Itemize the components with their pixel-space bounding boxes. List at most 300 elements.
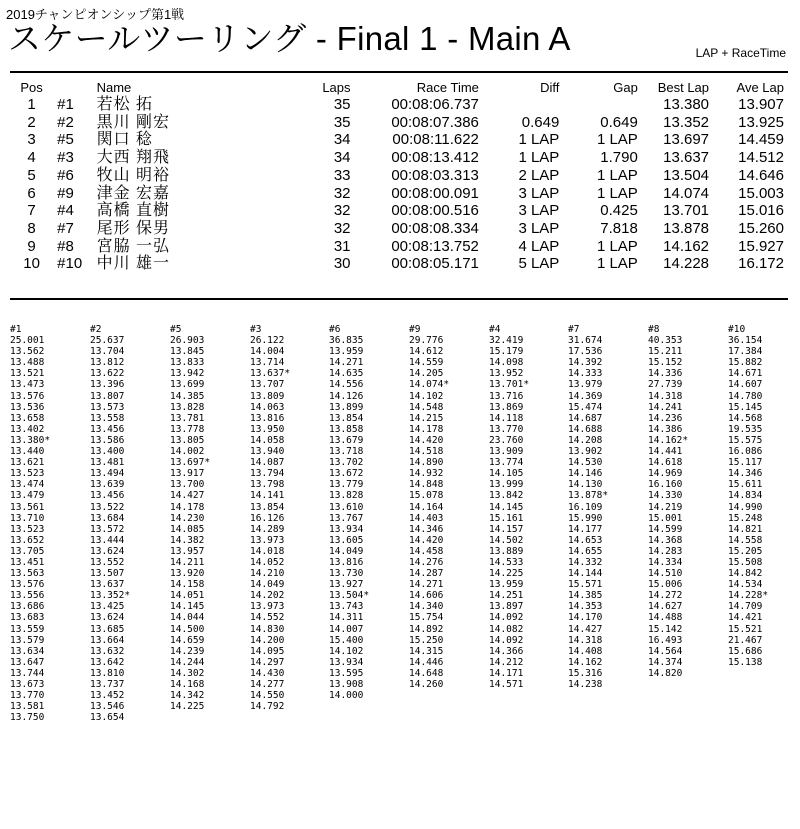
lap-time: 13.654 <box>90 712 125 724</box>
lap-time: 14.427 <box>568 623 603 635</box>
car-number-cell: #7 <box>57 219 74 237</box>
lap-time: 23.760 <box>489 434 524 446</box>
lap-time: 14.336 <box>648 368 683 380</box>
lap-time: 13.718 <box>329 446 364 458</box>
lap-time: 14.346 <box>728 468 763 480</box>
laps-cell: 31 <box>333 237 351 255</box>
lap-time: 15.316 <box>568 667 603 679</box>
best-lap-cell: 13.701 <box>663 202 710 220</box>
results-body <box>10 96 788 273</box>
lap-time: 14.382 <box>170 534 205 546</box>
laps-cell: 32 <box>333 184 351 202</box>
lap-time: 13.456 <box>90 490 125 502</box>
lap-time: 13.523 <box>10 468 45 480</box>
lap-time: 13.858 <box>329 423 364 435</box>
lap-time: 13.833 <box>170 357 205 369</box>
lap-column-header: #7 <box>568 324 580 335</box>
gap-cell <box>559 96 638 114</box>
lap-time: 14.458 <box>409 545 444 557</box>
col-no <box>53 80 96 96</box>
lap-time: 13.683 <box>10 612 45 624</box>
lap-column <box>568 324 646 690</box>
lap-time: 13.507 <box>90 568 125 580</box>
table-row <box>10 114 788 132</box>
lap-time: 14.648 <box>409 667 444 679</box>
lap-time: 13.920 <box>170 568 205 580</box>
table-row <box>10 238 788 256</box>
lap-time: 36.154 <box>728 335 763 347</box>
lap-time: 14.208 <box>568 434 603 446</box>
lap-time: 14.082 <box>489 623 524 635</box>
race-time-cell: 00:08:11.622 <box>392 131 479 149</box>
lap-time: 13.605 <box>329 534 364 546</box>
diff-cell: 1 LAP <box>518 149 560 167</box>
lap-time: 14.271 <box>329 357 364 369</box>
lap-time: 13.770 <box>10 690 45 702</box>
lap-time: 14.612 <box>409 346 444 358</box>
race-time-cell: 00:08:03.313 <box>391 166 479 184</box>
lap-time: 14.568 <box>728 412 763 424</box>
lap-time: 14.556 <box>329 379 364 391</box>
table-row <box>10 96 788 114</box>
lap-time: 13.798 <box>250 479 285 491</box>
lap-time: 14.655 <box>568 545 603 557</box>
lap-time: 15.508 <box>728 556 763 568</box>
lap-time: 14.051 <box>170 590 205 602</box>
lap-time: 13.559 <box>10 623 45 635</box>
lap-time: 31.674 <box>568 335 603 347</box>
lap-time: 13.440 <box>10 446 45 458</box>
lap-time: 14.558 <box>728 534 763 546</box>
lap-time: 14.145 <box>489 501 524 513</box>
lap-time: 13.452 <box>90 690 125 702</box>
lap-time: 13.380* <box>10 434 51 446</box>
col-laps: Laps <box>322 80 351 95</box>
laps-cell: 35 <box>333 96 351 113</box>
lap-time: 14.488 <box>648 612 683 624</box>
lap-time: 14.276 <box>409 556 444 568</box>
table-row <box>10 185 788 203</box>
lap-time: 13.744 <box>10 667 45 679</box>
lap-time: 13.474 <box>10 479 45 491</box>
lap-time: 13.536 <box>10 401 45 413</box>
lap-time: 14.635 <box>329 368 364 380</box>
lap-time: 13.816 <box>250 412 285 424</box>
lap-time: 13.634 <box>10 645 45 657</box>
gap-cell: 1 LAP <box>596 184 638 202</box>
lap-time: 13.730 <box>329 568 364 580</box>
lap-time: 14.092 <box>489 634 524 646</box>
results-table <box>10 80 788 273</box>
lap-time: 14.098 <box>489 357 524 369</box>
gap-cell: 0.649 <box>600 113 638 131</box>
lap-time: 14.340 <box>409 601 444 613</box>
lap-time: 14.330 <box>648 490 683 502</box>
lap-time: 14.420 <box>409 434 444 446</box>
table-row <box>10 167 788 185</box>
lap-time: 13.828 <box>170 401 205 413</box>
race-time-cell: 00:08:13.752 <box>391 237 479 255</box>
lap-time: 14.141 <box>250 490 285 502</box>
lap-time: 15.990 <box>568 512 603 524</box>
lap-time: 14.085 <box>170 523 205 535</box>
lap-time: 14.421 <box>728 612 763 624</box>
best-lap-cell: 13.697 <box>663 131 710 149</box>
lap-time: 13.940 <box>250 446 285 458</box>
pos-cell: 3 <box>27 131 36 149</box>
lap-time: 13.927 <box>329 579 364 591</box>
lap-time: 13.743 <box>329 601 364 613</box>
lap-time: 21.467 <box>728 634 763 646</box>
car-number-cell: #2 <box>57 113 74 131</box>
col-pos: Pos <box>20 80 43 95</box>
lap-time: 13.686 <box>10 601 45 613</box>
ave-lap-cell: 14.512 <box>738 149 784 167</box>
lap-time: 14.058 <box>250 434 285 446</box>
lap-time: 14.002 <box>170 446 205 458</box>
gap-cell: 7.818 <box>600 219 638 237</box>
lap-time: 14.177 <box>568 523 603 535</box>
lap-time: 14.102 <box>409 390 444 402</box>
diff-cell: 5 LAP <box>518 255 560 273</box>
lap-time: 14.178 <box>170 501 205 513</box>
lap-time: 14.289 <box>250 523 285 535</box>
lap-time: 14.550 <box>250 690 285 702</box>
col-diff: Diff <box>540 80 560 95</box>
lap-time: 14.890 <box>409 457 444 469</box>
lap-time: 13.973 <box>250 601 285 613</box>
lap-time: 13.552 <box>90 556 125 568</box>
lap-time: 13.812 <box>90 357 125 369</box>
lap-time: 14.368 <box>648 534 683 546</box>
lap-column <box>250 324 328 712</box>
lap-time: 13.750 <box>10 712 45 724</box>
lap-column <box>329 324 407 701</box>
lap-time: 29.776 <box>409 335 444 347</box>
lap-time: 14.297 <box>250 656 285 668</box>
ave-lap-cell: 13.907 <box>738 96 784 113</box>
car-number-cell: #8 <box>57 237 74 255</box>
best-lap-cell: 14.074 <box>663 184 710 202</box>
ave-lap-cell: 16.172 <box>738 255 784 273</box>
lap-time: 14.932 <box>409 468 444 480</box>
lap-time: 13.673 <box>10 679 45 690</box>
lap-time: 14.239 <box>170 645 205 657</box>
lap-time: 14.374 <box>648 656 683 668</box>
lap-time: 13.701* <box>489 379 530 391</box>
ave-lap-cell: 15.260 <box>738 219 784 237</box>
lap-time: 14.564 <box>648 645 683 657</box>
lap-time: 15.250 <box>409 634 444 646</box>
lap-time: 13.481 <box>90 457 125 469</box>
driver-name-cell: 若松 拓 <box>96 96 154 113</box>
car-number-cell: #10 <box>57 255 83 273</box>
lap-time: 14.146 <box>568 468 603 480</box>
lap-time: 15.754 <box>409 612 444 624</box>
lap-time: 13.774 <box>489 457 524 469</box>
lap-time: 14.821 <box>728 523 763 535</box>
lap-time: 15.138 <box>728 656 763 668</box>
lap-time: 13.902 <box>568 446 603 458</box>
lap-time: 14.157 <box>489 523 524 535</box>
lap-time: 13.576 <box>10 390 45 402</box>
lap-time: 40.353 <box>648 335 683 347</box>
lap-time: 13.400 <box>90 446 125 458</box>
lap-time: 13.579 <box>10 634 45 646</box>
lap-time: 13.942 <box>170 368 205 380</box>
lap-time: 16.109 <box>568 501 603 513</box>
diff-cell: 1 LAP <box>518 131 560 149</box>
lap-time: 13.664 <box>90 634 125 646</box>
lap-time: 14.272 <box>648 590 683 602</box>
lap-time: 13.685 <box>90 623 125 635</box>
lap-time: 14.333 <box>568 368 603 380</box>
diff-cell: 2 LAP <box>518 166 560 184</box>
ave-lap-cell: 15.016 <box>738 202 784 220</box>
ave-lap-cell: 14.459 <box>738 131 784 149</box>
lap-time: 13.610 <box>329 501 364 513</box>
lap-time: 14.219 <box>648 501 683 513</box>
lap-time: 13.624 <box>90 545 125 557</box>
lap-time: 14.102 <box>329 645 364 657</box>
pos-cell: 9 <box>27 237 36 255</box>
lap-time: 32.419 <box>489 335 524 347</box>
lap-time: 13.952 <box>489 368 524 380</box>
table-row <box>10 149 788 167</box>
lap-time: 14.500 <box>170 623 205 635</box>
lap-time: 14.792 <box>250 701 285 713</box>
lap-time: 14.659 <box>170 634 205 646</box>
lap-time: 13.959 <box>329 346 364 358</box>
lap-time: 26.903 <box>170 335 205 347</box>
lap-time: 13.697* <box>170 457 211 469</box>
pos-cell: 4 <box>27 149 36 167</box>
lap-time: 13.639 <box>90 479 125 491</box>
lap-time: 13.642 <box>90 656 125 668</box>
lap-time: 13.878* <box>568 490 609 502</box>
lap-time: 13.451 <box>10 556 45 568</box>
lap-time: 15.179 <box>489 346 524 358</box>
lap-time: 13.716 <box>489 390 524 402</box>
lap-time: 14.244 <box>170 656 205 668</box>
lap-time: 16.126 <box>250 512 285 524</box>
lap-time: 14.552 <box>250 612 285 624</box>
lap-time: 15.205 <box>728 545 763 557</box>
lap-time: 14.315 <box>409 645 444 657</box>
lap-time: 13.658 <box>10 412 45 424</box>
lap-time: 14.144 <box>568 568 603 580</box>
lap-time: 13.702 <box>329 457 364 469</box>
lap-time: 14.205 <box>409 368 444 380</box>
laps-cell: 33 <box>333 166 351 184</box>
lap-time: 14.820 <box>648 667 683 679</box>
lap-time: 14.530 <box>568 457 603 469</box>
lap-time: 14.427 <box>170 490 205 502</box>
lap-time: 14.830 <box>250 623 285 635</box>
ave-lap-cell: 15.003 <box>738 184 784 202</box>
lap-time: 27.739 <box>648 379 683 391</box>
lap-time: 13.699 <box>170 379 205 391</box>
lap-time: 14.311 <box>329 612 364 624</box>
pos-cell: 2 <box>27 113 36 131</box>
lap-time: 13.352* <box>90 590 131 602</box>
lap-time: 13.402 <box>10 423 45 435</box>
lap-time: 14.534 <box>728 579 763 591</box>
lap-time: 14.092 <box>489 612 524 624</box>
car-number-cell: #3 <box>57 149 74 167</box>
lap-time: 13.781 <box>170 412 205 424</box>
lap-time: 14.126 <box>329 390 364 402</box>
lap-time: 14.342 <box>170 690 205 702</box>
lap-column-header: #4 <box>489 324 501 335</box>
lap-time: 13.908 <box>329 679 364 690</box>
lap-column <box>728 324 800 668</box>
lap-time: 14.318 <box>648 390 683 402</box>
lap-time: 14.441 <box>648 446 683 458</box>
col-name: Name <box>96 80 132 95</box>
lap-column-header: #1 <box>10 324 22 335</box>
lap-time: 13.705 <box>10 545 45 557</box>
lap-time: 13.576 <box>10 579 45 591</box>
lap-time: 25.637 <box>90 335 125 347</box>
driver-name-cell: 尾形 保男 <box>96 219 171 237</box>
lap-time: 15.078 <box>409 490 444 502</box>
lap-time: 14.118 <box>489 412 524 424</box>
lap-column <box>170 324 248 712</box>
col-gap: Gap <box>613 80 638 95</box>
lap-time: 13.622 <box>90 368 125 380</box>
lap-time: 13.621 <box>10 457 45 469</box>
lap-column <box>489 324 567 690</box>
lap-column <box>90 324 168 723</box>
laps-cell: 32 <box>333 202 351 220</box>
lap-column-header: #8 <box>648 324 660 335</box>
pos-cell: 10 <box>23 255 40 273</box>
best-lap-cell: 13.352 <box>663 113 710 131</box>
lap-time: 14.403 <box>409 512 444 524</box>
car-number-cell: #4 <box>57 202 74 220</box>
race-time-cell: 00:08:07.386 <box>391 113 479 131</box>
car-number-cell: #5 <box>57 131 74 149</box>
diff-cell: 3 LAP <box>518 184 560 202</box>
pos-cell: 7 <box>27 202 36 220</box>
lap-time: 13.425 <box>90 601 125 613</box>
lap-time: 15.248 <box>728 512 763 524</box>
lap-time: 14.212 <box>489 656 524 668</box>
lap-column <box>648 324 726 679</box>
lap-time: 13.632 <box>90 645 125 657</box>
lap-time: 14.606 <box>409 590 444 602</box>
race-time-cell: 00:08:05.171 <box>391 255 479 273</box>
lap-time: 13.396 <box>90 379 125 391</box>
lap-time: 14.446 <box>409 656 444 668</box>
diff-cell: 3 LAP <box>518 202 560 220</box>
lap-time: 26.122 <box>250 335 285 347</box>
best-lap-cell: 14.162 <box>663 237 710 255</box>
lap-time: 16.493 <box>648 634 683 646</box>
results-header-row <box>10 80 788 96</box>
lap-time: 13.700 <box>170 479 205 491</box>
lap-time: 14.408 <box>568 645 603 657</box>
lap-time: 13.934 <box>329 656 364 668</box>
lap-time: 13.546 <box>90 701 125 713</box>
ave-lap-cell: 13.925 <box>738 113 784 131</box>
driver-name-cell: 大西 翔飛 <box>96 149 171 167</box>
lap-time: 13.767 <box>329 512 364 524</box>
driver-name-cell: 中川 雄一 <box>96 255 171 273</box>
lap-time: 13.897 <box>489 601 524 613</box>
lap-time: 13.778 <box>170 423 205 435</box>
lap-time: 14.318 <box>568 634 603 646</box>
lap-time: 13.999 <box>489 479 524 491</box>
lap-time: 13.562 <box>10 346 45 358</box>
lap-time: 13.556 <box>10 590 45 602</box>
page-title: スケールツーリング - Final 1 - Main A <box>8 20 571 57</box>
lap-time: 15.611 <box>728 479 763 491</box>
lap-time: 14.842 <box>728 568 763 580</box>
best-lap-cell: 13.637 <box>663 149 710 167</box>
lap-time: 15.117 <box>728 457 763 469</box>
race-time-cell: 00:08:06.737 <box>391 96 479 113</box>
lap-time: 14.671 <box>728 368 763 380</box>
lap-column <box>10 324 88 723</box>
lap-time: 17.384 <box>728 346 763 358</box>
lap-time: 13.581 <box>10 701 45 713</box>
lap-time: 14.210 <box>250 568 285 580</box>
laps-cell: 34 <box>333 149 351 167</box>
lap-time: 15.521 <box>728 623 763 635</box>
lap-time: 13.710 <box>10 512 45 524</box>
lap-time: 14.238 <box>568 679 603 690</box>
lap-time: 14.158 <box>170 579 205 591</box>
lap-time: 14.241 <box>648 401 683 413</box>
lap-time: 13.737 <box>90 679 125 690</box>
lap-time: 15.161 <box>489 512 524 524</box>
lap-time: 14.369 <box>568 390 603 402</box>
lap-time: 13.889 <box>489 545 524 557</box>
lap-time: 14.225 <box>170 701 205 713</box>
lap-time: 14.277 <box>250 679 285 690</box>
race-time-cell: 00:08:00.091 <box>391 184 479 202</box>
lap-time: 15.145 <box>728 401 763 413</box>
lap-time: 13.679 <box>329 434 364 446</box>
lap-time: 15.211 <box>648 346 683 358</box>
lap-time: 14.130 <box>568 479 603 491</box>
lap-time: 14.074* <box>409 379 450 391</box>
table-row <box>10 131 788 149</box>
laps-cell: 35 <box>333 113 351 131</box>
lap-time: 14.392 <box>568 357 603 369</box>
ave-lap-cell: 15.927 <box>738 237 784 255</box>
lap-time: 13.637 <box>90 579 125 591</box>
lap-time: 15.575 <box>728 434 763 446</box>
race-time-cell: 00:08:08.334 <box>391 219 479 237</box>
lap-time: 14.430 <box>250 667 285 679</box>
lap-time: 14.533 <box>489 556 524 568</box>
lap-time: 14.502 <box>489 534 524 546</box>
lap-time: 15.474 <box>568 401 603 413</box>
lap-time: 14.225 <box>489 568 524 580</box>
lap-column-header: #10 <box>728 324 746 335</box>
lap-time: 14.007 <box>329 623 364 635</box>
lap-time: 19.535 <box>728 423 763 435</box>
car-number-cell: #6 <box>57 166 74 184</box>
lap-time: 15.882 <box>728 357 763 369</box>
lap-time: 13.714 <box>250 357 285 369</box>
lap-time: 14.049 <box>250 579 285 591</box>
diff-cell: 3 LAP <box>518 219 560 237</box>
lap-column-header: #3 <box>250 324 262 335</box>
